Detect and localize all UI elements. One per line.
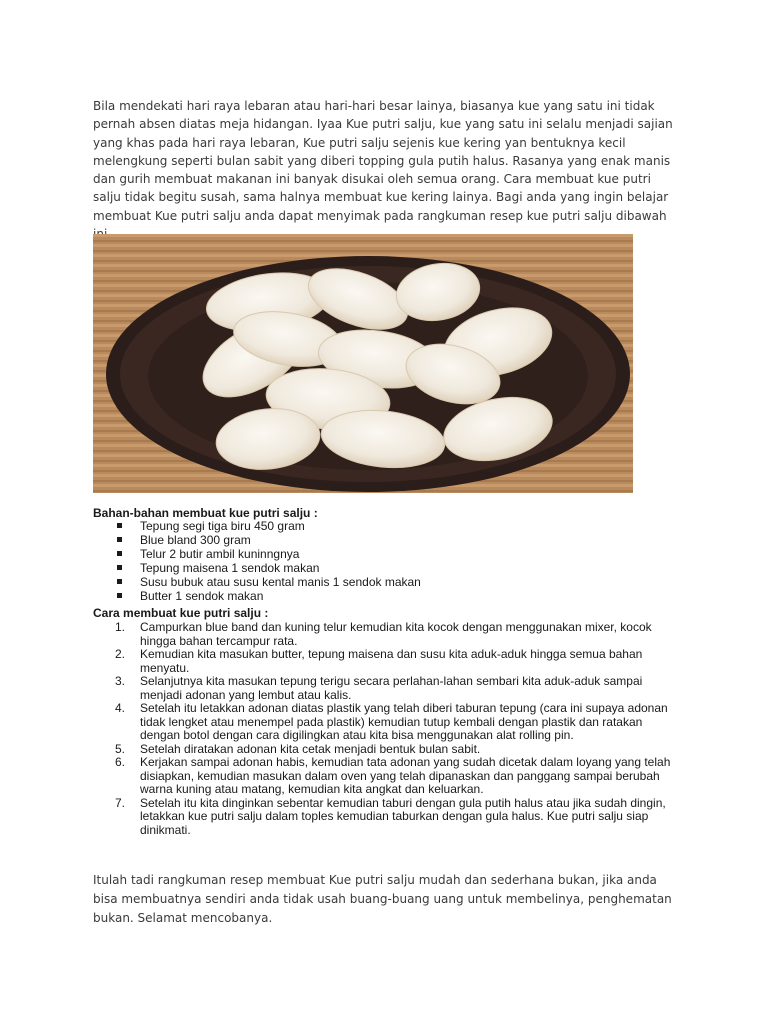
bahan-heading: Bahan-bahan membuat kue putri salju : bbox=[93, 506, 318, 520]
ingredient-item bbox=[93, 561, 421, 575]
bullet-icon bbox=[117, 551, 122, 556]
ingredient-text: Blue bland 300 gram bbox=[140, 533, 251, 547]
step-number: 1. bbox=[115, 620, 126, 634]
step-text: Kerjakan sampai adonan habis, kemudian tata adonan yang sudah dicetak dalam loyang yang telah disiapkan, kemudian masukan dalam oven yang telah dipanaskan dan panggang sampai berubah warna kuning atau matang, kemudian kita angkat dan keluarkan. bbox=[140, 755, 671, 796]
bullet-icon bbox=[117, 593, 122, 598]
step-text: Campurkan blue band dan kuning telur kemudian kita kocok dengan menggunakan mixer, kocok hingga bahan tercampur rata. bbox=[140, 620, 652, 648]
step-text: Setelah itu kita dinginkan sebentar kemudian taburi dengan gula putih halus atau jika sudah dingin, letakkan kue putri salju dalam toples kemudian taburkan dengan gula halus. Kue putri salju siap dinikmati. bbox=[140, 795, 666, 837]
bullet-icon bbox=[117, 579, 122, 584]
step-item bbox=[93, 675, 683, 702]
bullet-icon bbox=[117, 523, 122, 528]
ingredient-item bbox=[93, 533, 421, 547]
step-number: 3. bbox=[115, 674, 126, 688]
step-item bbox=[93, 648, 683, 675]
step-text: Selanjutnya kita masukan tepung terigu secara perlahan-lahan sembari kita aduk-aduk sampai menjadi adonan yang lembut atau kalis. bbox=[140, 674, 643, 702]
ingredient-text: Butter 1 sendok makan bbox=[140, 589, 264, 603]
ingredient-item bbox=[93, 519, 421, 533]
step-number: 5. bbox=[115, 741, 126, 756]
bullet-icon bbox=[117, 565, 122, 570]
ingredient-text: Tepung maisena 1 sendok makan bbox=[140, 561, 320, 575]
step-item bbox=[93, 702, 683, 743]
ingredient-text: Tepung segi tiga biru 450 gram bbox=[140, 519, 305, 533]
ingredient-item bbox=[93, 575, 421, 589]
cara-heading: Cara membuat kue putri salju : bbox=[93, 606, 269, 620]
ingredient-text: Telur 2 butir ambil kuninngnya bbox=[140, 547, 300, 561]
steps-list bbox=[93, 621, 683, 837]
step-number: 2. bbox=[115, 647, 126, 661]
step-number: 6. bbox=[115, 755, 126, 769]
step-text: Kemudian kita masukan butter, tepung maisena dan susu kita aduk-aduk hingga semua bahan menyatu. bbox=[140, 647, 643, 675]
ingredient-item bbox=[93, 547, 421, 561]
ingredient-text: Susu bubuk atau susu kental manis 1 sendok makan bbox=[140, 575, 421, 589]
step-item bbox=[93, 621, 683, 648]
kue-putri-salju-photo bbox=[93, 234, 633, 493]
step-text: Setelah itu letakkan adonan diatas plastik yang telah diberi taburan tepung (cara ini supaya adonan tidak lengket atau menempel pada plastik) kemudian tutup kembali dengan plastik dan ratakan dengan botol dengan cara digilingkan atau kita bisa menggunakan alat rolling pin. bbox=[140, 701, 668, 742]
step-item bbox=[93, 743, 683, 757]
step-item bbox=[93, 756, 683, 797]
ingredient-item bbox=[93, 589, 421, 603]
step-number: 4. bbox=[115, 701, 126, 715]
outro-paragraph: Itulah tadi rangkuman resep membuat Kue putri salju mudah dan sederhana bukan, jika anda bisa membuatnya sendiri anda tidak usah buang-buang uang untuk membelinya, penghematan bukan. Selamat mencobanya. bbox=[93, 873, 672, 925]
ingredient-list bbox=[93, 519, 421, 603]
step-number: 7. bbox=[115, 795, 126, 810]
bullet-icon bbox=[117, 537, 122, 542]
step-item bbox=[93, 797, 683, 838]
intro-paragraph: Bila mendekati hari raya lebaran atau hari-hari besar lainya, biasanya kue yang satu ini tidak pernah absen diatas meja hidangan. Iyaa Kue putri salju, kue yang satu ini selalu menjadi sajian yang khas pada hari raya lebaran, Kue putri salju sejenis kue kering yan bentuknya kecil melengkung seperti bulan sabit yang diberi topping gula putih halus. Rasanya yang enak manis dan gurih membuat makanan ini banyak disukai oleh semua orang. Cara membuat kue putri salju tidak begitu susah, sama halnya membuat kue kering lainya. Bagi anda yang ingin belajar membuat Kue putri salju anda dapat menyimak pada rangkuman resep kue putri salju dibawah bbox=[93, 99, 673, 223]
step-text: Setelah diratakan adonan kita cetak menjadi bentuk bulan sabit. bbox=[140, 741, 481, 756]
